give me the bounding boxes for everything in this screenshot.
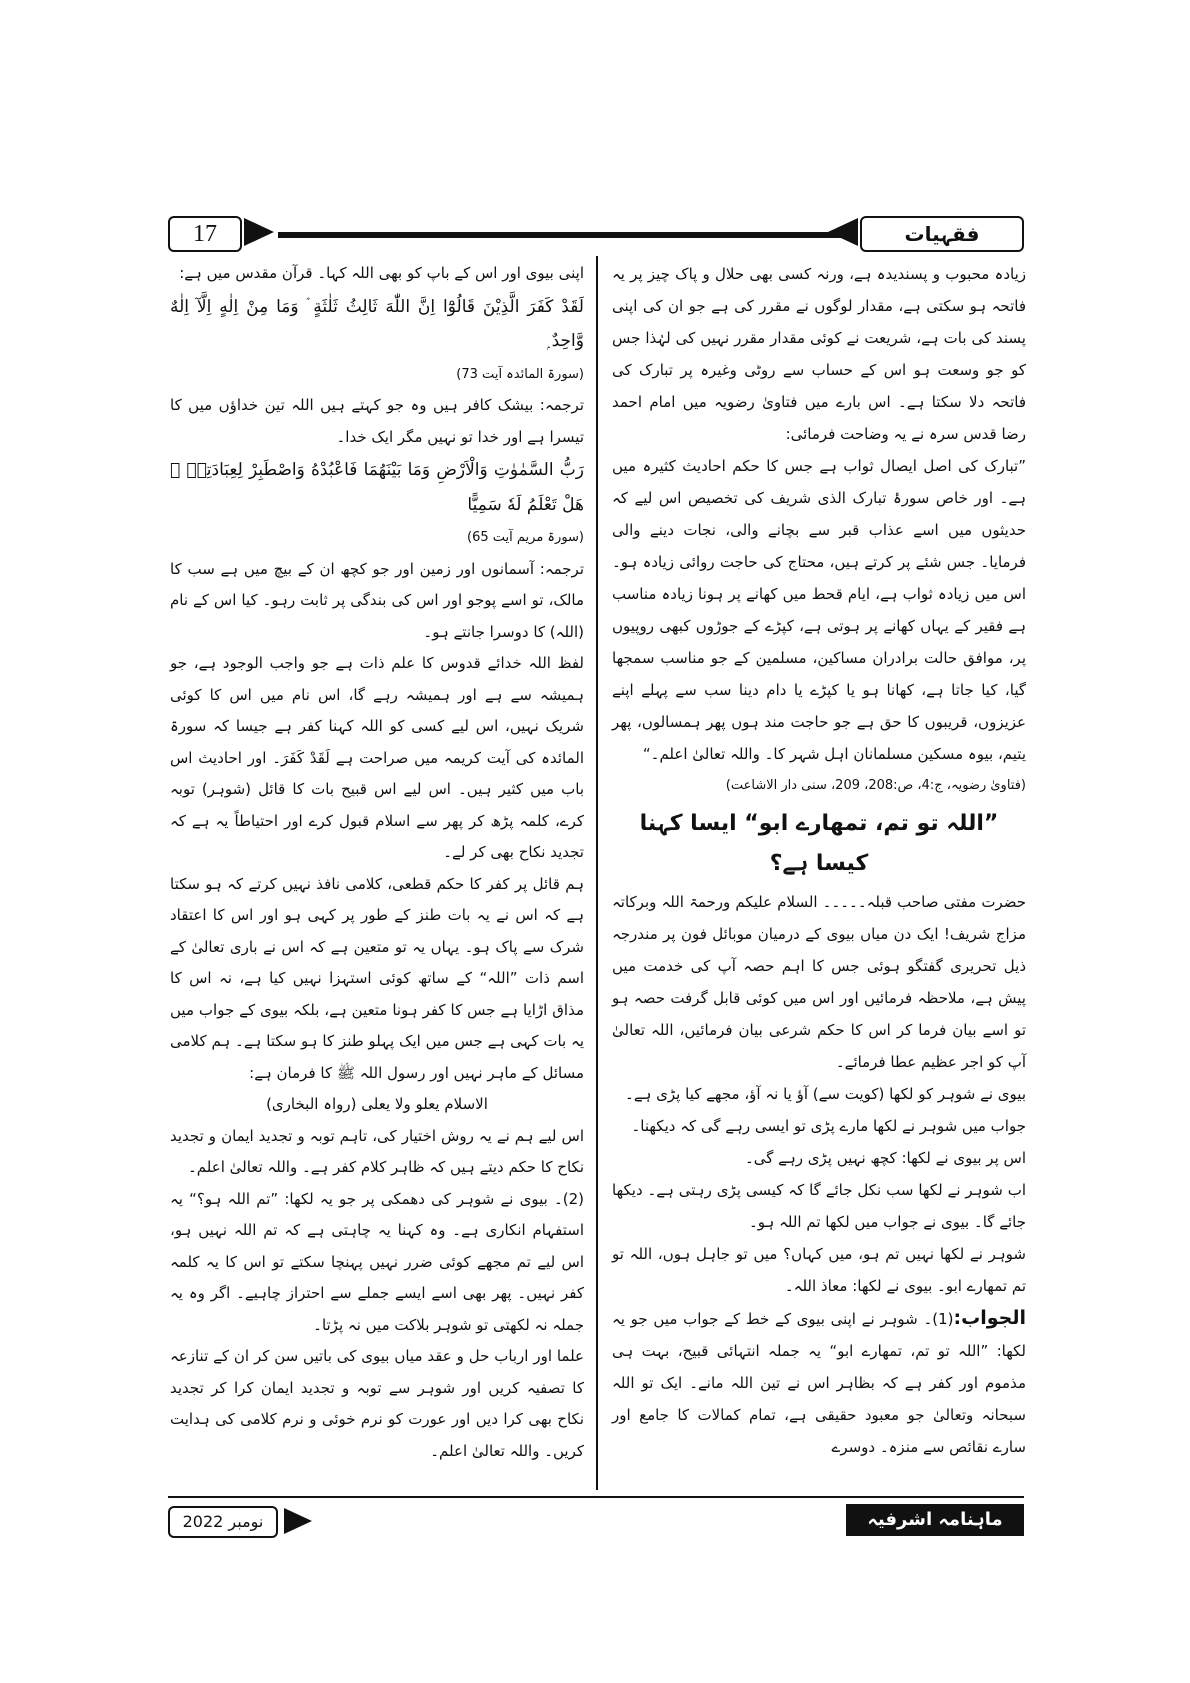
issue-date: نومبر 2022 (168, 1506, 278, 1538)
paragraph: علما اور ارباب حل و عقد میاں بیوی کی باتیں سن کر ان کے تنازعہ کا تصفیہ کریں اور شوہر سے توبہ و تجدید ایمان کرا کر تجدید نکاح بھی کرا دیں اور عورت کو نرم خوئی و نرم کلامی کی ہدایت کریں۔ واللہ تعالیٰ اعلم۔ (170, 1347, 584, 1460)
question-line: بیوی نے شوہر کو لکھا (کویت سے) آؤ یا نہ آؤ، مجھے کیا پڑی ہے۔ (625, 1085, 1026, 1103)
translation: ترجمہ: آسمانوں اور زمین اور جو کچھ ان کے بیچ میں ہے سب کا مالک، تو اسے پوجو اور اس کی بندگی پر ثابت رہو۔ کیا اس کے نام (اللہ) کا دوسرا جانتے ہو۔ (170, 559, 584, 641)
paragraph: اس لیے ہم نے یہ روش اختیار کی، تاہم توبہ و تجدید ایمان و تجدید نکاح کا حکم دیتے ہیں کہ ظاہر کلام کفر ہے۔ واللہ تعالیٰ اعلم۔ (170, 1126, 584, 1176)
section-title: فقہیات (860, 216, 1024, 252)
quran-verse: لَقَدْ كَفَرَ الَّذِيْنَ قَالُوْٓا اِنَّ اللّٰهَ ثَالِثُ ثَلٰثَةٍ ۘ وَمَا مِنْ اِلٰهٍ اِلَّآ اِلٰهٌ وَّاحِدٌ ۭ (170, 296, 584, 351)
answer-label: الجواب: (953, 1307, 1026, 1329)
hadith: الاسلام يعلو ولا يعلى (رواہ البخاری) (266, 1095, 488, 1113)
magazine-name: ماہنامہ اشرفیہ (846, 1504, 1024, 1536)
page-footer (168, 1496, 1024, 1536)
column-divider (596, 256, 598, 1490)
question-line: اس پر بیوی نے لکھا: کچھ نہیں پڑی رہے گی۔ (744, 1149, 1026, 1167)
question-line: جواب میں شوہر نے لکھا مارے پڑی تو ایسی رہے گی کہ دیکھنا۔ (631, 1117, 1026, 1135)
question-line: شوہر نے لکھا نہیں تم ہو، میں کہاں؟ میں تو جاہل ہوں، اللہ تو تم تمھارے ابو۔ بیوی نے لکھا: معاذ اللہ۔ (612, 1245, 1026, 1295)
paragraph: اپنی بیوی اور اس کے باپ کو بھی اللہ کہا۔ قرآن مقدس میں ہے: (179, 264, 584, 282)
fatawa-quote: ”تبارک کی اصل ایصال ثواب ہے جس کا حکم احادیث کثیرہ میں ہے۔ اور خاص سورۂ تبارک الذی شریف کی تخصیص اس لیے کہ حدیثوں میں اسے عذاب قبر سے بچانے والی، نجات دینے والی فرمایا۔ جس شئے پر کرتے ہیں، محتاج کی حاجت روائی زیادہ ہو۔ اس میں زیادہ ثواب ہے، ایام قحط میں کھانے پر ہونا زیادہ مناسب ہے فقیر کے یہاں کھانے پر ہوتی ہے، کپڑے کے جوڑوں کبھی روپیوں پر، موافق حالت برادران مساکین، مسلمین کے جو مناسب سمجھا گیا، کیا جاتا ہے، کھانا ہو یا کپڑے یا دام دینا سب سے پہلے اپنے عزیزوں، قریبوں کا حق ہے جو حاجت مند ہوں پھر ہمسالوں، پھر یتیم، بیوہ مسکین مسلمانان اہل شہر کا۔ واللہ تعالیٰ اعلم۔“ (612, 457, 1026, 763)
header-rule (278, 232, 854, 238)
footer-rule (168, 1496, 1024, 1498)
paragraph: لفظ اللہ خدائے قدوس کا علم ذات ہے جو واجب الوجود ہے، جو ہمیشہ سے ہے اور ہمیشہ رہے گا، اس نام میں اس کا کوئی شریک نہیں، اس لیے کسی کو اللہ کہنا کفر ہے جیسا کہ سورۃ المائدہ کی آیت کریمہ میں صراحت ہے لَقَدْ كَفَرَ۔ اور احادیث اس باب میں کثیر ہیں۔ اس لیے اس قبیح بات کا قائل (شوہر) توبہ کرے، کلمہ پڑھ کر پھر سے اسلام قبول کرے اور احتیاطاً یہ ہے کہ تجدید نکاح بھی کر لے۔ (170, 654, 584, 861)
question-line: اب شوہر نے لکھا سب نکل جائے گا کہ کیسی پڑی رہتی ہے۔ دیکھا جائے گا۔ بیوی نے جواب میں لکھا تم اللہ ہو۔ (612, 1181, 1026, 1231)
header-right-arrow-ornament (828, 218, 858, 246)
article-heading: ”اللہ تو تم، تمھارے ابو“ ایسا کہنا کیسا ہے؟ (639, 811, 999, 876)
paragraph: (2)۔ بیوی نے شوہر کی دھمکی پر جو یہ لکھا: ”تم اللہ ہو؟“ یہ استفہام انکاری ہے۔ وہ کہنا یہ چاہتی ہے کہ تم اللہ نہیں ہو، اس لیے تم مجھے کوئی ضرر نہیں پہنچا سکتے تو اس کا یہ کلمہ کفر نہیں۔ پھر بھی اسے ایسے جملے سے احتراز چاہیے۔ اگر وہ یہ جملہ نہ لکھتی تو شوہر بلاکت میں نہ پڑتا۔ (170, 1189, 584, 1334)
question-text: حضرت مفتی صاحب قبلہ۔۔۔۔۔ السلام علیکم ورحمۃ اللہ وبرکاتہ مزاج شریف! ایک دن میاں بیوی کے درمیان موبائل فون پر مندرجہ ذیل تحریری گفتگو ہوئی جس کا اہم حصہ آپ کی خدمت میں پیش ہے، ملاحظہ فرمائیں اور اس میں کوئی قابل گرفت حصہ ہو تو اسے بیان فرما کر اس کا حکم شرعی بیان فرمائیں، اللہ تعالیٰ آپ کو اجر عظیم عطا فرمائے۔ (612, 893, 1026, 1071)
paragraph: ہم قائل پر کفر کا حکم قطعی، کلامی نافذ نہیں کرتے کہ ہو سکتا ہے کہ اس نے یہ بات طنز کے طور پر کہی ہو اور اس کا اعتقاد شرک سے پاک ہو۔ یہاں یہ تو متعین ہے کہ اس نے باری تعالیٰ کے اسم ذات ”اللہ“ کے ساتھ کوئی استہزا نہیں کیا ہے، نہ اس کا مذاق اڑایا ہے جس کا کفر ہونا متعین ہے، بلکہ بیوی کے جواب میں یہ بات کہی ہے جس میں ایک پہلو طنز کا ہو سکتا ہے۔ ہم کلامی مسائل کے ماہر نہیں اور رسول اللہ ﷺ کا فرمان ہے: (170, 874, 584, 1082)
left-column (170, 258, 584, 1467)
header-left-arrow-ornament (244, 218, 274, 246)
answer-text: (1)۔ شوہر نے اپنی بیوی کے خط کے جواب میں جو یہ لکھا: ”اللہ تو تم، تمھارے ابو“ یہ جملہ انتہائی قبیح، بہت ہی مذموم اور کفر ہے کہ بظاہر اس نے تین اللہ مانے۔ ایک تو اللہ سبحانہ وتعالیٰ جو معبود حقیقی ہے، تمام کمالات کا جامع اور سارے نقائص سے منزہ۔ دوسرے (612, 1310, 1027, 1456)
page-number: 17 (168, 216, 242, 252)
verse-reference: (سورۃ المائدہ آیت 73) (456, 366, 584, 382)
citation: (فتاویٰ رضویہ، ج:4، ص:208، 209، سنی دار الاشاعت) (725, 778, 1026, 793)
paragraph: زیادہ محبوب و پسندیدہ ہے، ورنہ کسی بھی حلال و پاک چیز پر یہ فاتحہ ہو سکتی ہے، مقدار لوگوں نے مقرر کی ہے جو ان کی اپنی پسند کی بات ہے، شریعت نے کوئی مقدار مقرر نہیں کی لہٰذا جس کو جو وسعت ہو اس کے حساب سے روٹی وغیرہ پر تبارک کی فاتحہ دلا سکتا ہے۔ اس بارے میں فتاویٰ رضویہ میں امام احمد رضا قدس سرہ نے یہ وضاحت فرمائی: (612, 265, 1026, 443)
page-header (168, 216, 1024, 250)
quran-verse: رَبُّ السَّمٰوٰتِ وَالْاَرْضِ وَمَا بَيْنَهُمَا فَاعْبُدْهُ وَاصْطَبِرْ لِعِبَادَتِهٖ ۭ هَلْ تَعْلَمُ لَهٗ سَمِيًّا (170, 460, 584, 515)
answer-paragraph (612, 1302, 1026, 1463)
translation: ترجمہ: بیشک کافر ہیں وہ جو کہتے ہیں اللہ تین خداؤں میں کا تیسرا ہے اور خدا تو نہیں مگر ایک خدا۔ (170, 396, 584, 446)
verse-reference: (سورۃ مریم آیت 65) (467, 530, 584, 545)
footer-arrow-ornament (284, 1508, 312, 1534)
right-column (612, 258, 1026, 1463)
